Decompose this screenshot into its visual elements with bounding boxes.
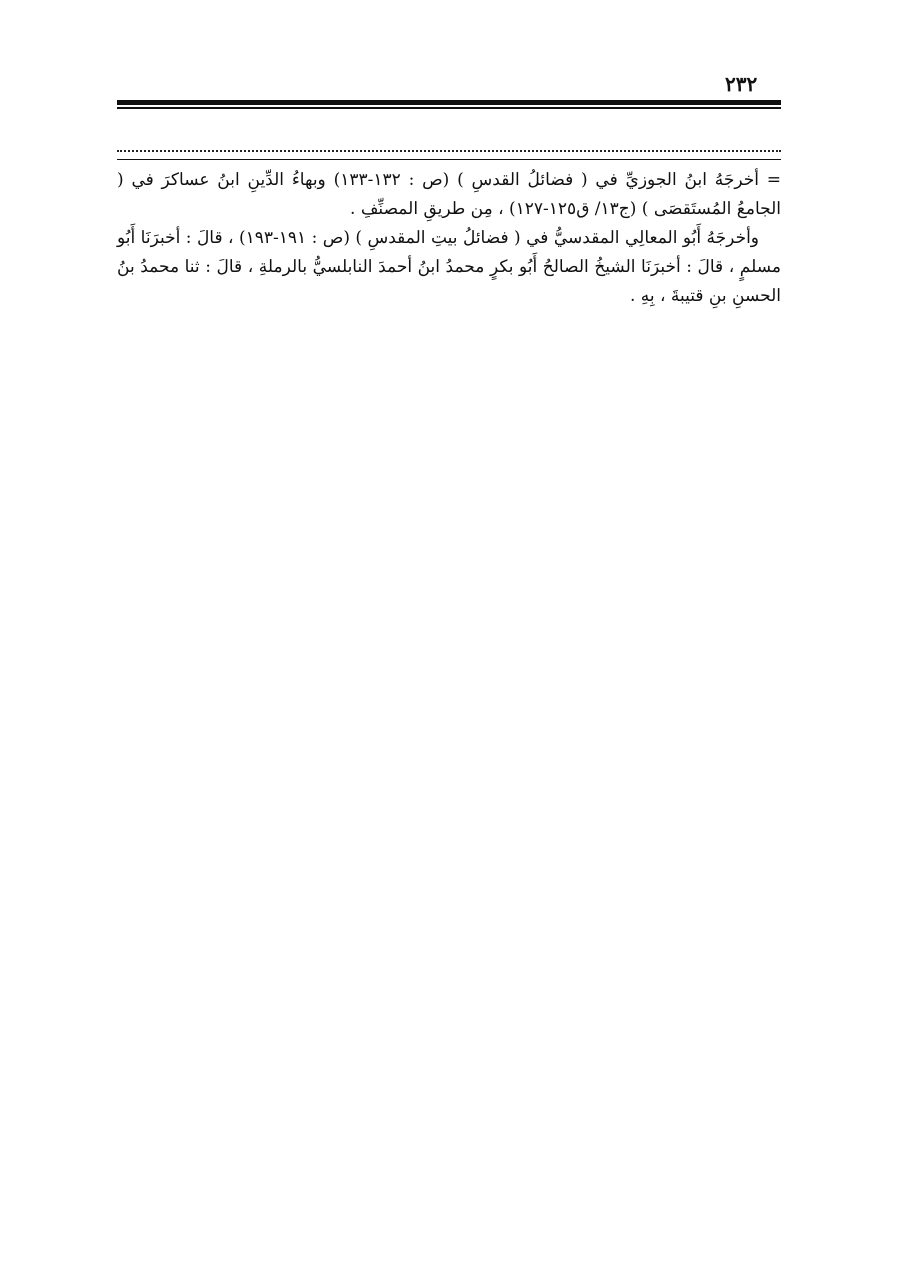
header-rule-thick	[117, 100, 781, 105]
page-number: ٢٣٢	[725, 72, 758, 96]
footnotes-block	[117, 166, 781, 311]
footnote-rule	[117, 159, 781, 160]
footnote-paragraph-continuation: = أخرجَهُ ابنُ الجوزيِّ في ( فضائلُ القدسِ ) (ص : ١٣٢-١٣٣) وبهاءُ الدِّينِ ابنُ عساكرَ في ( الجامعُ المُستَقصَى ) (ج١٣/ ق١٢٥-١٢٧) ، مِن طريقِ المصنِّفِ .	[117, 170, 782, 219]
dotted-separator	[117, 150, 781, 152]
header-rule-thin	[117, 107, 781, 109]
footnote-paragraph: وأخرجَهُ أَبُو المعالِي المقدسيُّ في ( فضائلُ بيتِ المقدسِ ) (ص : ١٩١-١٩٣) ، قالَ : أخبرَنَا أَبُو مسلمٍ ، قالَ : أخبرَنَا الشيخُ الصالحُ أَبُو بكرٍ محمدُ ابنُ أحمدَ النابلسيُّ بالرملةِ ، قالَ : ثنا محمدُ بنُ الحسنِ بنِ قتيبةَ ، بِهِ .	[117, 228, 781, 306]
